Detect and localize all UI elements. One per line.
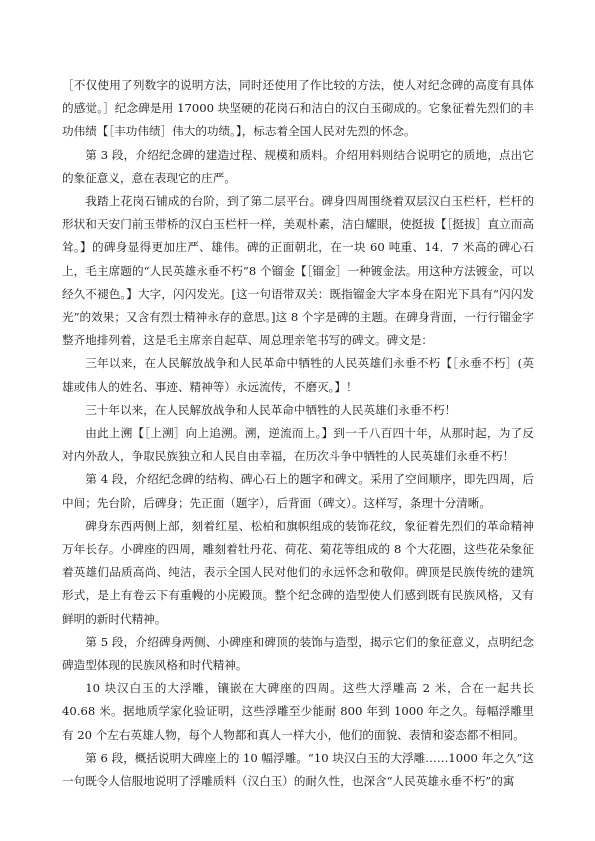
document-body	[62, 74, 534, 793]
paragraph-3: 三年以来，在人民解放战争和人民革命中牺牲的人民英雄们永垂不朽【［永垂不朽］(英雄或伟人的姓名、事迹、精神等）永远流传，不磨灭。】！	[62, 356, 534, 394]
paragraph-10: 第 6 段，概括说明大碑座上的 10 幅浮雕。“10 块汉白玉的大浮雕……1000 年之久”这一句既令人信服地说明了浮雕质料（汉白玉）的耐久性，也深含“人民英雄永垂不朽”的寓	[62, 750, 534, 789]
paragraph-0: ［不仅使用了列数字的说明方法，同时还使用了作比较的方法，使人对纪念碑的高度有具体的感觉。］纪念碑是用 17000 块坚硬的花岗石和洁白的汉白玉砌成的。它象征着先烈们的丰功伟绩【［丰功伟绩］伟大的功绩。】，标志着全国人民对先烈的怀念。	[62, 78, 534, 139]
paragraph-8: 第 5 段，介绍碑身两侧、小碑座和碑顶的装饰与造型，揭示它们的象征意义，点明纪念碑造型体现的民族风格和时代精神。	[62, 634, 534, 673]
paragraph-9: 10 块汉白玉的大浮雕，镶嵌在大碑座的四周。这些大浮雕高 2 米，合在一起共长 40.68 米。据地质学家化验证明，这些浮雕至少能耐 800 年到 1000 年之久。每幅浮雕里有 20 个左右英雄人物，每个人物都和真人一样大小，他们的面貌、表情和姿态都不相同。	[62, 681, 534, 742]
paragraph-1: 第 3 段，介绍纪念碑的建造过程、规模和质料。介绍用料则结合说明它的质地，点出它的象征意义，意在表现它的庄严。	[62, 147, 534, 185]
paragraph-6: 第 4 段，介绍纪念碑的结构、碑心石上的题字和碑文。采用了空间顺序，即先四周，后中间；先台阶，后碑身；先正面（题字），后背面（碑文）。这样写，条理十分清晰。	[62, 472, 534, 510]
paragraph-4: 三十年以来，在人民解放战争和人民革命中牺牲的人民英雄们永垂不朽！	[85, 402, 457, 417]
paragraph-5: 由此上溯【［上溯］向上追溯。溯，逆流而上。】到一千八百四十年，从那时起，为了反对内外敌人，争取民族独立和人民自由幸福，在历次斗争中牺牲的人民英雄们永垂不朽！	[62, 426, 534, 464]
paragraph-7: 碑身东西两侧上部，刻着红星、松柏和旗帜组成的装饰花纹，象征着先烈们的革命精神万年长存。小碑座的四周，雕刻着牡丹花、荷花、菊花等组成的 8 个大花圈，这些花朵象征着英雄们品质高尚、纯洁，表示全国人民对他们的永远怀念和敬仰。碑顶是民族传统的建筑形式，是上有卷云下有重幔的小庑殿顶。整个纪念碑的造型使人们感到既有民族风格，又有鲜明的新时代精神。	[62, 518, 534, 626]
paragraph-2: 我踏上花岗石铺成的台阶，到了第二层平台。碑身四周围绕着双层汉白玉栏杆，栏杆的形状和天安门前玉带桥的汉白玉栏杆一样，美观朴素，洁白耀眼，使挺拔【［挺拔］直立而高耸。】的碑身显得更加庄严、雄伟。碑的正面朝北，在一块 60 吨重、14．7 米高的碑心石上，毛主席题的“人民英雄永垂不朽”8 个镏金【［镏金］一种镀金法。用这种方法镀金，可以经久不褪色。】大字，闪闪发光。[这一句语带双关：既指镏金大字本身在阳光下具有“闪闪发光”的效果；又含有烈士精神永存的意思。]这 8 个字是碑的主题。在碑身背面，一行行镏金字整齐地排列着，这是毛主席亲自起草、周总理亲笔书写的碑文。碑文是：	[62, 194, 534, 348]
